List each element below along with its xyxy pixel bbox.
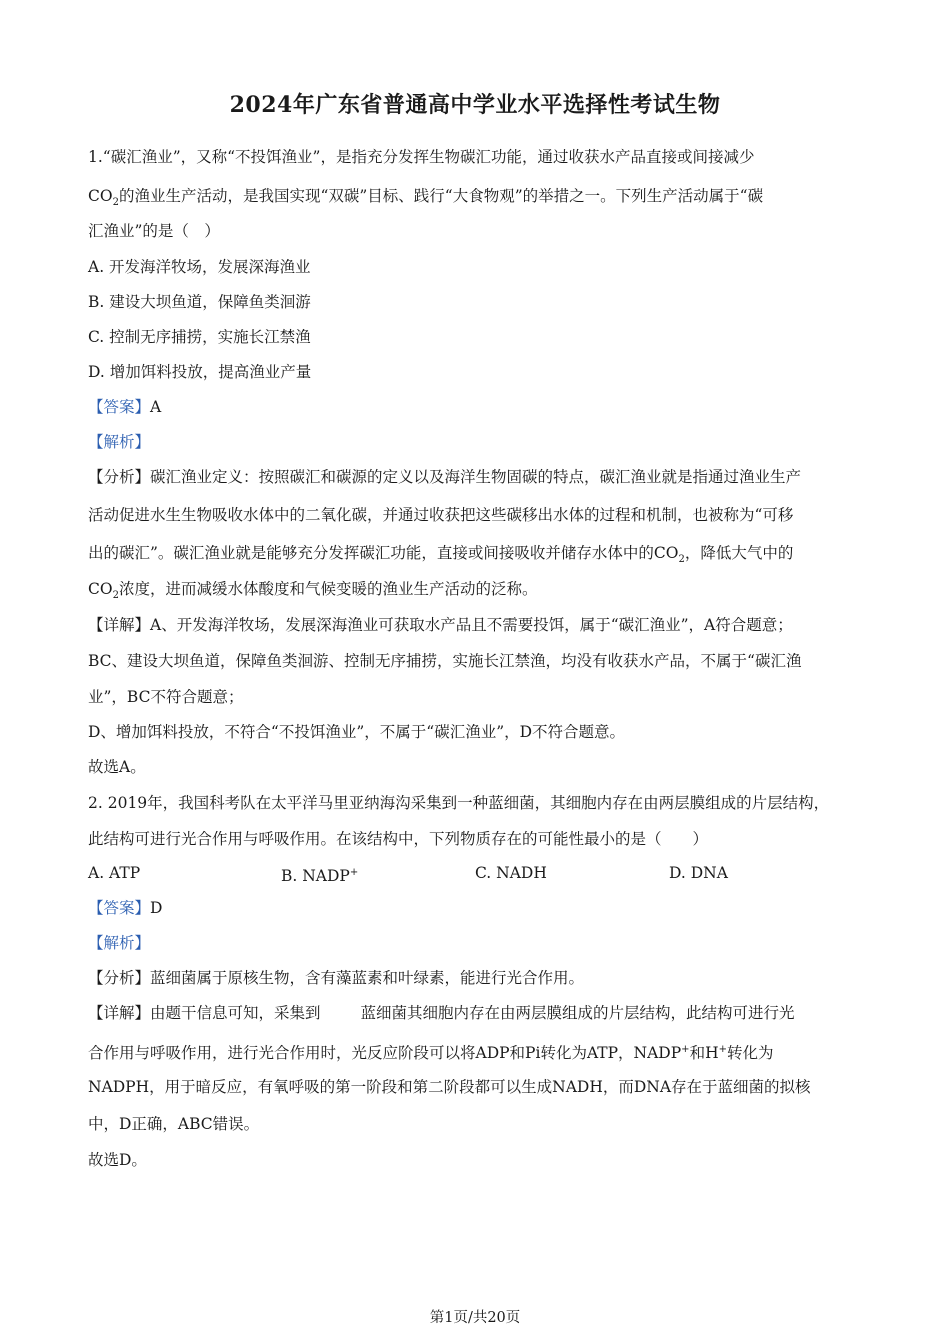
q1-answer-tag: 【答案】 (88, 398, 151, 416)
q1-xiangjie-line-2: BC、建设大坝鱼道，保障鱼类洄游、控制无序捕捞，实施长江禁渔，均没有收获水产品，不属于“碳汇渔 (88, 652, 802, 670)
document-title: 2024年广东省普通高中学业水平选择性考试生物 (229, 92, 721, 118)
q1-xiangjie-line-1 (88, 615, 793, 635)
q2-option-b-text: B. NADP (281, 867, 350, 886)
q1-fenxi-4a: CO (88, 580, 113, 598)
q2-stem-line-1: 2. 2019年，我国科考队在太平洋马里亚纳海沟采集到一种蓝细菌，其细胞内存在由两层膜组成的片层结构， (88, 794, 830, 812)
q2-xiangjie-2-sup1: + (681, 1044, 690, 1055)
q1-answer (88, 397, 161, 417)
q1-fenxi-text-1: 碳汇渔业定义：按照碳汇和碳源的定义以及海洋生物固碳的特点，碳汇渔业就是指通过渔业生产 (150, 468, 802, 486)
q2-fenxi-text: 蓝细菌属于原核生物，含有藻蓝素和叶绿素，能进行光合作用。 (150, 969, 585, 987)
q2-stem-line-2: 此结构可进行光合作用与呼吸作用。在该结构中，下列物质存在的可能性最小的是（ ） (88, 830, 709, 848)
q1-co: CO (88, 187, 113, 205)
q1-stem-line-3: 汇渔业”的是（ ） (88, 222, 220, 240)
q1-fenxi-4b: 浓度，进而减缓水体酸度和气候变暖的渔业生产活动的泛称。 (118, 580, 538, 598)
q2-answer (88, 898, 162, 918)
q1-stem-line-2 (88, 186, 763, 213)
q2-xiangjie-line-2 (88, 1040, 774, 1063)
q1-fenxi-line-3 (88, 543, 793, 570)
q1-option-c: C. 控制无序捕捞，实施长江禁渔 (88, 328, 311, 346)
q2-xiangjie-2c: 转化为 (726, 1044, 774, 1063)
q1-co-subscript: 2 (112, 197, 119, 209)
q1-jiexi-tag: 【解析】 (88, 433, 151, 451)
q1-option-a: A. 开发海洋牧场，发展深海渔业 (88, 258, 311, 276)
q1-fenxi-tag: 【分析】 (88, 468, 151, 486)
q1-answer-value: A (150, 398, 162, 416)
q2-xiangjie-line-4: 中，D正确，ABC错误。 (88, 1115, 260, 1133)
q2-answer-tag: 【答案】 (88, 899, 151, 917)
q1-option-d: D. 增加饵料投放，提高渔业产量 (88, 363, 312, 381)
q2-conclusion: 故选D。 (88, 1151, 147, 1169)
q2-xiangjie-2-sup2: + (718, 1044, 727, 1055)
q1-fenxi-3-subscript: 2 (678, 554, 685, 566)
q1-fenxi-line-2: 活动促进水生生物吸收水体中的二氧化碳，并通过收获把这些碳移出水体的过程和机制，也被称为“可移 (88, 506, 794, 524)
q2-fenxi-line-1 (88, 968, 584, 988)
q1-fenxi-3b: ，降低大气中的 (684, 544, 794, 562)
q2-xiangjie-1b: 蓝细菌其细胞内存在由两层膜组成的片层结构，此结构可进行光 (360, 1004, 795, 1022)
q2-option-a: A. ATP (88, 864, 141, 882)
q1-conclusion: 故选A。 (88, 758, 146, 776)
q1-fenxi-4-subscript: 2 (112, 590, 119, 602)
q1-xiangjie-text-1: A、开发海洋牧场，发展深海渔业可获取水产品且不需要投饵，属于“碳汇渔业”，A符合题意； (150, 616, 793, 634)
q1-stem-line-2-text: 的渔业生产活动，是我国实现“双碳”目标、践行“大食物观”的举措之一。下列生产活动属于“碳 (118, 187, 764, 205)
q2-xiangjie-line-3: NADPH，用于暗反应，有氧呼吸的第一阶段和第二阶段都可以生成NADH，而DNA存在于蓝细菌的拟核 (88, 1078, 811, 1096)
q2-xiangjie-2a: 合作用与呼吸作用，进行光合作用时，光反应阶段可以将ADP和Pi转化为ATP，NADP (88, 1044, 682, 1063)
q2-xiangjie-line-1 (88, 1003, 795, 1023)
q1-option-b: B. 建设大坝鱼道，保障鱼类洄游 (88, 293, 311, 311)
q2-option-d: D. DNA (669, 864, 728, 882)
q1-fenxi-line-1 (88, 467, 801, 487)
q1-stem-line-1: 1.“碳汇渔业”，又称“不投饵渔业”，是指充分发挥生物碳汇功能，通过收获水产品直接或间接减少 (88, 148, 755, 166)
q2-option-b (281, 863, 358, 886)
q2-option-c: C. NADH (475, 864, 547, 882)
q1-fenxi-line-4 (88, 579, 537, 606)
q1-xiangjie-tag: 【详解】 (88, 616, 151, 634)
q1-fenxi-3a: 出的碳汇”。碳汇渔业就是能够充分发挥碳汇功能，直接或间接吸收并储存水体中的CO (88, 544, 679, 562)
page-footer: 第1页/共20页 (429, 1310, 521, 1326)
q2-fenxi-tag: 【分析】 (88, 969, 151, 987)
q2-answer-value: D (150, 899, 163, 917)
q2-xiangjie-1a: 由题干信息可知，采集到 (150, 1004, 321, 1022)
q2-option-b-superscript: + (349, 867, 359, 878)
q2-xiangjie-tag: 【详解】 (88, 1004, 151, 1022)
q2-jiexi-tag: 【解析】 (88, 934, 151, 952)
q1-xiangjie-line-4: D、增加饵料投放，不符合“不投饵渔业”，不属于“碳汇渔业”，D不符合题意。 (88, 723, 626, 741)
q2-xiangjie-2b: 和H (689, 1044, 719, 1063)
q1-xiangjie-line-3: 业”，BC不符合题意； (88, 688, 244, 706)
